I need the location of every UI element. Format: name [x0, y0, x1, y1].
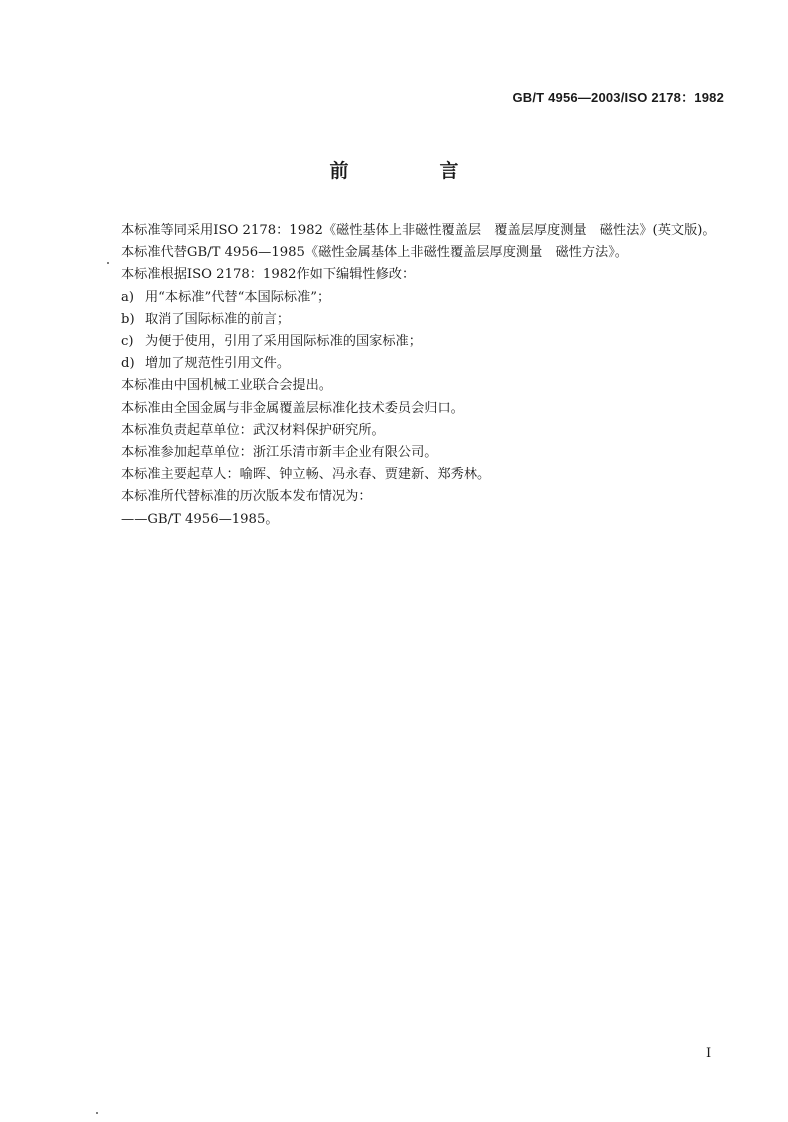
list-item [95, 309, 725, 331]
foreword-body [95, 220, 725, 531]
paragraph-history-intro: 本标准所代替标准的历次版本发布情况为： [121, 489, 372, 505]
paragraph-lead-drafter: 本标准负责起草单位：武汉材料保护研究所。 [121, 422, 385, 438]
list-item [95, 287, 725, 309]
list-item-text: 取消了国际标准的前言； [145, 311, 291, 327]
page-title: 前 言 [329, 160, 495, 182]
list-item-mark: d) [121, 356, 135, 372]
list-item-text: 用“本标准”代替“本国际标准”； [145, 289, 331, 305]
scan-speck [96, 1112, 98, 1114]
standard-number: GB/T 4956—2003/ISO 2178：1982 [512, 90, 724, 105]
list-item-mark: b) [121, 311, 135, 327]
list-item-mark: a) [121, 289, 135, 305]
paragraph-adoption: 本标准等同采用ISO 2178：1982《磁性基体上非磁性覆盖层 覆盖层厚度测量 磁性法》(英文版)。 [121, 223, 716, 238]
paragraph-committee: 本标准由全国金属与非金属覆盖层标准化技术委员会归口。 [121, 400, 464, 416]
list-item-text: 为便于使用，引用了采用国际标准的国家标准； [145, 334, 422, 350]
list-item [95, 353, 725, 375]
paragraph-modifications-intro: 本标准根据ISO 2178：1982作如下编辑性修改： [121, 267, 416, 283]
scan-speck [107, 262, 109, 264]
paragraph-participating-drafter: 本标准参加起草单位：浙江乐清市新丰企业有限公司。 [121, 445, 438, 461]
page-number: I [706, 1046, 712, 1061]
paragraph-proposer: 本标准由中国机械工业联合会提出。 [121, 378, 332, 394]
list-item [95, 331, 725, 353]
paragraph-main-drafters: 本标准主要起草人：喻晖、钟立畅、冯永春、贾建新、郑秀林。 [121, 467, 491, 483]
list-item-mark: c) [121, 334, 134, 350]
paragraph-replacement: 本标准代替GB/T 4956—1985《磁性金属基体上非磁性覆盖层厚度测量 磁性方法》。 [121, 245, 628, 261]
modifications-list [95, 287, 725, 376]
history-entry: ——GB/T 4956—1985。 [121, 511, 279, 527]
list-item-text: 增加了规范性引用文件。 [145, 356, 291, 372]
